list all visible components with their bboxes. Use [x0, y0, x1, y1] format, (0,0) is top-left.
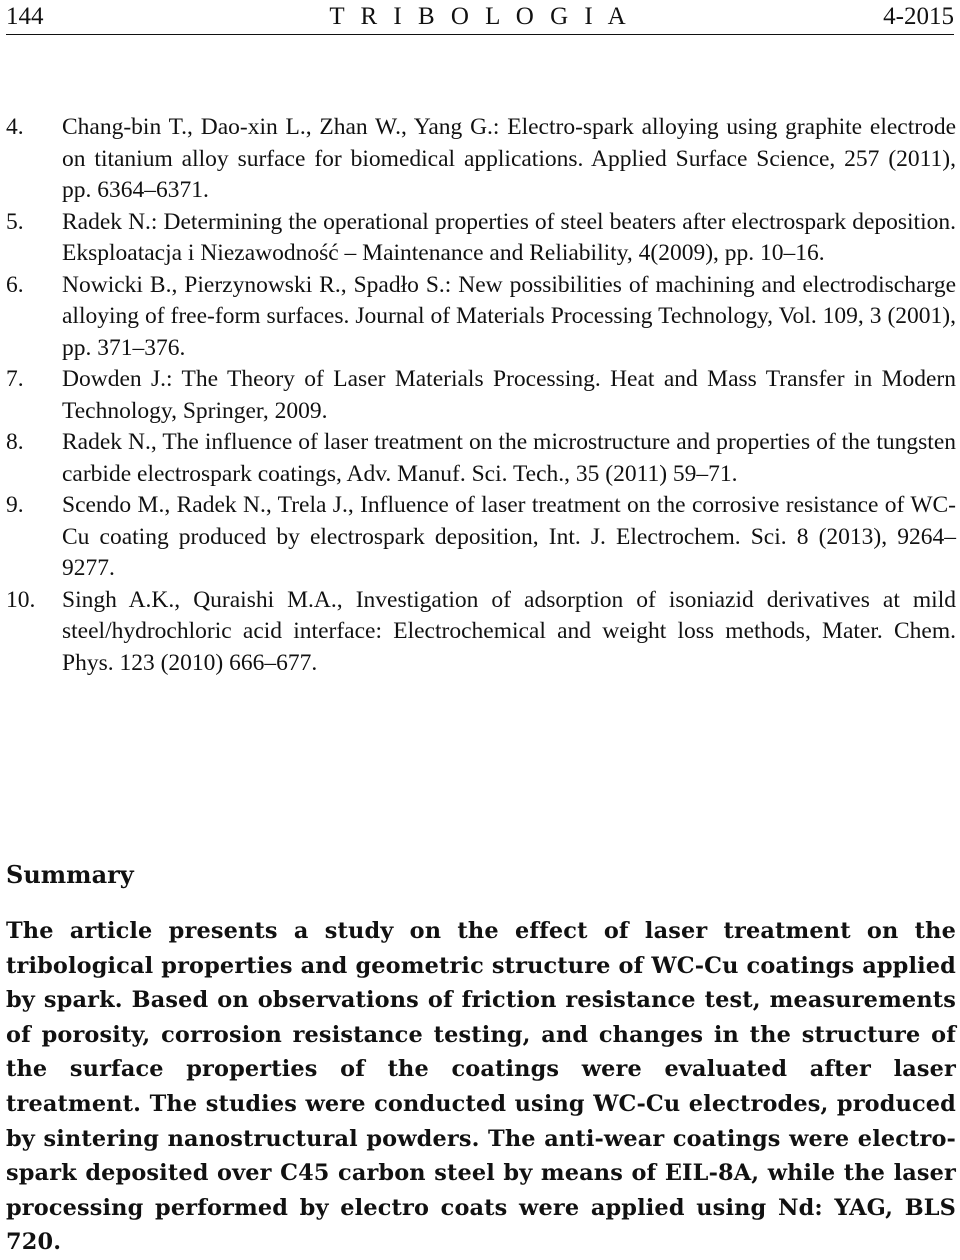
issue-number: 4-2015	[883, 3, 954, 30]
summary-heading: Summary	[6, 860, 134, 889]
running-header	[6, 0, 954, 35]
reference-text: Scendo M., Radek N., Trela J., Influence of laser treatment on the corrosive resistance of WC-Cu coating produced by electrospark deposition, Int. J. Electrochem. Sci. 8 (2013), 9264–9277.	[62, 492, 956, 581]
summary-text: The article presents a study on the effect of laser treatment on the tribological properties and geometric structure of WC-Cu coatings applied by spark. Based on observations of friction resistance test, measurements of porosity, corrosion resistance testing, and changes in the structure of the surface properties of the coatings were evaluated after laser treatment. The studies were conducted using WC-Cu electrodes, produced by sintering nanostructural powders. The anti-wear coatings were electro-spark deposited over C45 carbon steel by means of EIL-8A, while the laser processing performed by electro coats were applied using Nd: YAG, BLS 720.	[6, 918, 956, 1256]
reference-list	[6, 112, 956, 679]
reference-item-10	[6, 585, 956, 680]
reference-number: 9.	[6, 492, 24, 518]
reference-text: Nowicki B., Pierzynowski R., Spadło S.: New possibilities of machining and electrodischarge alloying of free-form surfaces. Journal of Materials Processing Technology, Vol. 109, 3 (2001), pp. 371–376.	[62, 271, 956, 361]
reference-text: Chang-bin T., Dao-xin L., Zhan W., Yang G.: Electro-spark alloying using graphite electrode on titanium alloy surface for biomedical applications. Applied Surface Science, 257 (2011), pp. 6364–6371.	[62, 114, 956, 203]
reference-number: 7.	[6, 366, 24, 392]
reference-text: Dowden J.: The Theory of Laser Materials Processing. Heat and Mass Transfer in Modern Technology, Springer, 2009.	[62, 366, 956, 424]
journal-title: T R I B O L O G I A	[329, 3, 631, 30]
reference-item-5	[6, 207, 956, 270]
reference-text: Singh A.K., Quraishi M.A., Investigation of adsorption of isoniazid derivatives at mild steel/hydrochloric acid interface: Electrochemical and weight loss methods, Mater. Chem. Phys. 123 (2010) 666–677.	[62, 586, 956, 676]
reference-number: 4.	[6, 114, 24, 140]
reference-number: 10.	[6, 586, 36, 613]
reference-item-4	[6, 112, 956, 207]
reference-number: 5.	[6, 208, 24, 235]
page-number: 144	[6, 3, 44, 30]
reference-item-6	[6, 270, 956, 365]
reference-text: Radek N., The influence of laser treatment on the microstructure and properties of the tungsten carbide electrospark coatings, Adv. Manuf. Sci. Tech., 35 (2011) 59–71.	[62, 429, 956, 487]
reference-item-8	[6, 427, 956, 490]
reference-item-7	[6, 364, 956, 427]
reference-item-9	[6, 490, 956, 585]
reference-number: 8.	[6, 429, 24, 455]
reference-number: 6.	[6, 271, 24, 298]
reference-text: Radek N.: Determining the operational properties of steel beaters after electrospark deposition. Eksploatacja i Niezawodność – Maintenance and Reliability, 4(2009), pp. 10–16.	[62, 208, 956, 266]
